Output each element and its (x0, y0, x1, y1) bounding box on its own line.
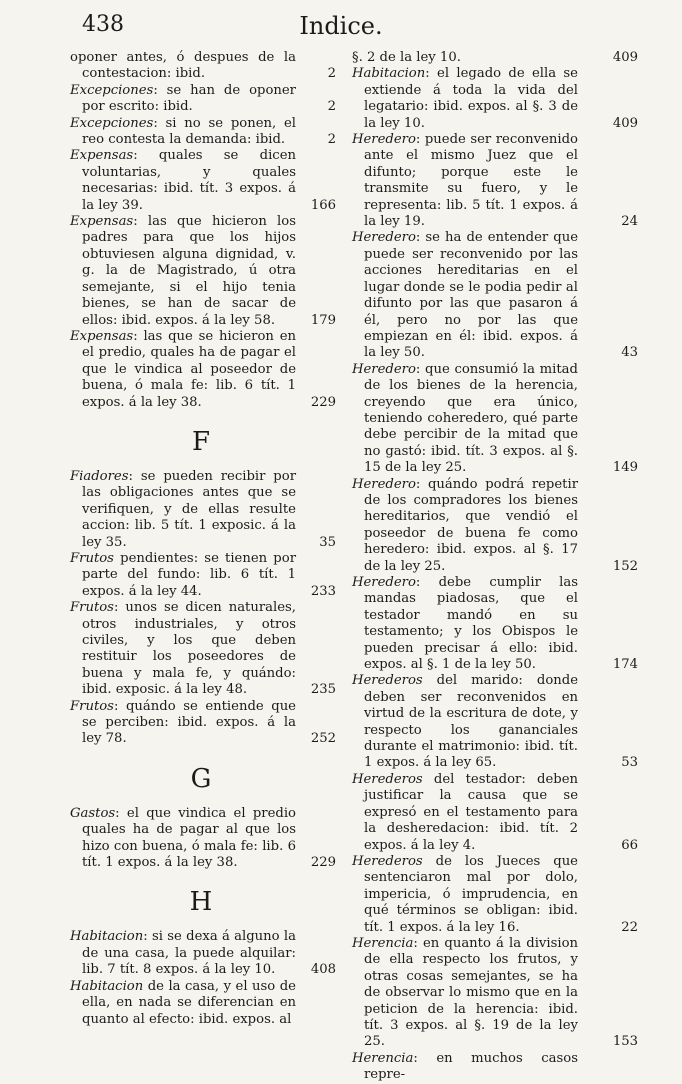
entry-page-ref: 43 (621, 345, 638, 361)
entry-term: Heredero (352, 361, 416, 377)
index-entry (352, 575, 638, 673)
entry-term: Excepciones (70, 115, 154, 131)
entry-text: : las que hicieron los padres para que los hijos obtuviesen alguna dignidad, v. g. la de Magistrado, ú otra semejante, si el hijo tenia bienes, se han de sacar de ellos: ibid. expos. á la ley 58. (82, 214, 296, 328)
entry-term: Herederos (352, 673, 423, 689)
entry-term: Herederos (352, 771, 423, 787)
entry-page-ref: 35 (319, 534, 336, 550)
index-entry (70, 468, 336, 551)
entry-page-ref: 22 (621, 919, 638, 935)
entry-text: de la casa, y el uso de ella, en nada se diferencian en quanto al efecto: ibid. expos. al (82, 978, 296, 1027)
index-entry (70, 698, 336, 748)
page-number: 438 (82, 12, 124, 37)
entry-page-ref: 229 (310, 394, 336, 410)
entry-page-ref: 174 (612, 657, 638, 673)
entry-term: Heredero (352, 476, 416, 492)
index-entry (352, 476, 638, 575)
index-entry (70, 929, 336, 978)
index-entry (70, 82, 336, 116)
index-entry (70, 805, 336, 872)
index-entry (352, 853, 638, 936)
entry-text: del testador: deben justificar la causa que se expresó en el testamento para la desheredacion: ibid. tít. 2 expos. á la ley 4. (364, 771, 578, 853)
page-header (0, 12, 682, 52)
entry-page-ref: 179 (310, 312, 336, 328)
entry-text: : quándo se entiende que se perciben: ibid. expos. á la ley 78. (82, 698, 296, 747)
entry-text: pendientes: se tienen por parte del fundo: lib. 6 tít. 1 expos. á la ley 44. (82, 550, 296, 599)
index-entry (352, 673, 638, 771)
entry-text: : el que vindica el predio quales ha de pagar al que los hizo con buena, ó mala fe: lib. 6 tít. 1 expos. á la ley 38. (82, 805, 296, 871)
entry-page-ref: 252 (310, 731, 336, 747)
section-heading-g: G (190, 763, 212, 794)
entry-page-ref: 53 (621, 755, 638, 771)
entry-text: : el legado de ella se extiende á toda la vida del legatario: ibid. expos. al §. 3 de la ley 10. (364, 66, 578, 131)
entry-text: : si se dexa á alguno la de una casa, la puede alquilar: lib. 7 tít. 8 expos. á la ley 10. (82, 929, 296, 978)
entry-page-ref: 229 (310, 855, 336, 871)
entry-term: Habitacion (70, 978, 144, 994)
right-entries (352, 50, 638, 1084)
entry-term: Frutos (70, 698, 114, 714)
index-entry (70, 115, 336, 149)
entry-term: Frutos (70, 600, 114, 616)
entry-page-ref: 2 (327, 132, 336, 148)
entry-text: : unos se dicen naturales, otros industriales, y otros civiles, y los que deben restituir los poseedores de buena y mala fe, y quándo: ibid. exposic. á la ley 48. (82, 600, 296, 698)
entry-page-ref: 2 (327, 66, 336, 82)
index-entry (352, 935, 638, 1051)
entry-term: Excepciones (70, 82, 154, 98)
entry-term: Expensas (70, 328, 134, 344)
page-title: Indice. (299, 12, 383, 40)
entry-text: : se pueden recibir por las obligaciones antes que se verifiquen, y de ellas resulte accion: lib. 5 tít. 1 exposic. á la ley 35. (82, 468, 296, 550)
g-entries (70, 805, 336, 872)
entry-text: : las que se hicieron en el predio, quales ha de pagar el que le vindica al poseedor de buena, ó mala fe: lib. 6 tít. 1 expos. á la ley 38. (82, 328, 296, 410)
entry-text: de los Jueces que sentenciaron mal por dolo, impericia, ó imprudencia, en qué términos se obligan: ibid. tít. 1 expos. á la ley 16. (364, 853, 578, 935)
entry-text: : que consumió la mitad de los bienes de la herencia, creyendo que era único, teniendo coheredero, qué parte debe percibir de la mitad que no gastó: ibid. tít. 3 expos. al §. 15 de la ley 25. (364, 361, 578, 476)
index-entry (70, 50, 336, 83)
entry-term: Habitacion (70, 929, 144, 945)
entry-text: : si no se ponen, el reo contesta la demanda: ibid. (82, 115, 296, 148)
entry-text: : debe cumplir las mandas piadosas, que el testador mandó en su testamento; y los Obispos le pueden precisar á ello: ibid. expos. al §. 1 de la ley 50. (364, 575, 578, 673)
f-entries (70, 468, 336, 748)
left-column (70, 50, 336, 1028)
index-entry (352, 361, 638, 477)
left-entries (70, 50, 336, 411)
entry-page-ref: 409 (612, 50, 638, 65)
index-entry (70, 600, 336, 698)
entry-page-ref: 409 (612, 115, 638, 131)
entry-term: Gastos (70, 805, 116, 821)
index-entry (352, 230, 638, 361)
index-entry (352, 132, 638, 230)
index-entry (352, 50, 638, 66)
entry-text: : se ha de entender que puede ser reconvenido por las acciones hereditarias en el lugar donde se le podia pedir al difunto por las que pasaron á él, pero no por las que empiezan en él: ibid. expos. á la ley 50. (364, 230, 578, 361)
index-entry (352, 771, 638, 854)
entry-term: Expensas (70, 148, 134, 164)
entry-page-ref: 408 (310, 962, 336, 978)
entry-page-ref: 235 (310, 682, 336, 698)
entry-term: Heredero (352, 230, 416, 246)
index-entry (70, 214, 336, 329)
entry-page-ref: 152 (612, 558, 638, 574)
index-entry (70, 550, 336, 600)
index-entry (352, 66, 638, 132)
entry-text: oponer antes, ó despues de la contestacion: ibid. (70, 50, 296, 82)
entry-page-ref: 166 (310, 197, 336, 213)
entry-term: Heredero (352, 132, 416, 148)
entry-page-ref: 153 (612, 1034, 638, 1050)
index-entry (70, 979, 332, 1028)
entry-page-ref: 233 (310, 583, 336, 599)
right-column (352, 50, 638, 1084)
entry-text: del marido: donde deben ser reconvenidos en virtud de la escritura de dote, y respecto los gananciales durante el matrimonio: ibid. tít. 1 expos. á la ley 65. (364, 673, 578, 771)
index-entry (70, 148, 336, 214)
entry-text: §. 2 de la ley 10. (352, 50, 461, 65)
entry-page-ref: 2 (327, 99, 336, 115)
entry-term: Herencia (352, 1050, 414, 1066)
entry-term: Heredero (352, 575, 416, 590)
entry-term: Fiadores (70, 468, 129, 484)
index-entry (352, 1051, 614, 1084)
entry-term: Habitacion (352, 66, 426, 82)
entry-page-ref: 66 (621, 837, 638, 853)
entry-text: : puede ser reconvenido ante el mismo Juez que el difunto; porque este le transmite su fuero, y le representa: lib. 5 tít. 1 expos. á la ley 19. (364, 132, 578, 230)
section-heading-f: F (191, 426, 211, 457)
entry-text: : en quanto á la division de ella respecto los frutos, y otras cosas semejantes, se ha de observar lo mismo que en la peticion de la herencia: ibid. tít. 3 expos. al §. 19 de la ley 25. (364, 935, 578, 1050)
entry-term: Expensas (70, 214, 134, 230)
entry-text: : se han de oponer por escrito: ibid. (82, 82, 296, 115)
entry-page-ref: 24 (621, 214, 638, 230)
entry-text: : quándo podrá repetir de los compradores los bienes hereditarios, que vendió el poseedor de buena fe como heredero: ibid. expos. al §. 17 de la ley 25. (364, 476, 578, 574)
index-entry (70, 328, 336, 411)
entry-text: : quales se dicen voluntarias, y quales necesarias: ibid. tít. 3 expos. á la ley 39. (82, 148, 296, 213)
entry-term: Herencia (352, 935, 414, 951)
entry-page-ref: 149 (612, 460, 638, 476)
h-entries (70, 929, 336, 1027)
section-heading-h: H (189, 887, 213, 918)
entry-term: Herederos (352, 853, 423, 869)
entry-text: : en muchos casos repre- (364, 1050, 578, 1083)
entry-term: Frutos (70, 550, 114, 566)
